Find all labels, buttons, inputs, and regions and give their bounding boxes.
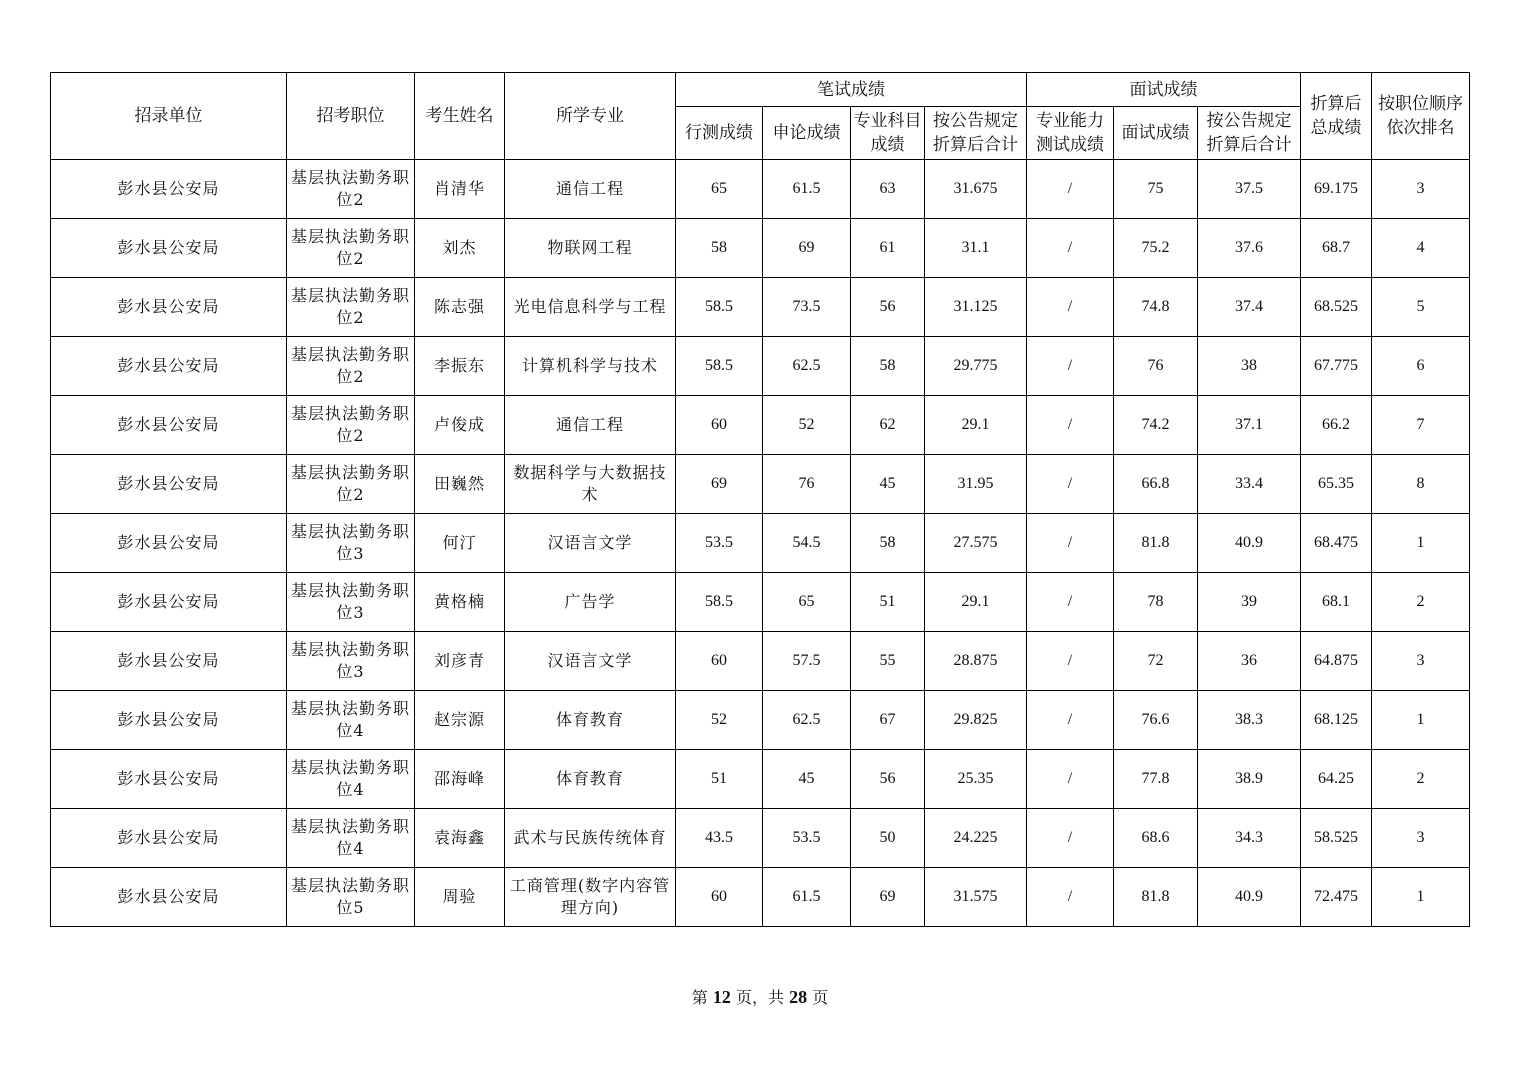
cell-rank: 3 bbox=[1372, 809, 1470, 868]
cell-interview: 76.6 bbox=[1114, 691, 1198, 750]
table-row bbox=[51, 750, 1470, 809]
cell-position: 基层执法勤务职位3 bbox=[287, 632, 415, 691]
cell-written-total: 29.1 bbox=[925, 396, 1027, 455]
cell-final-total: 67.775 bbox=[1301, 337, 1372, 396]
table-row bbox=[51, 868, 1470, 927]
cell-major: 工商管理(数字内容管理方向) bbox=[505, 868, 676, 927]
cell-ability: / bbox=[1027, 691, 1114, 750]
cell-interview: 76 bbox=[1114, 337, 1198, 396]
cell-shenlun: 69 bbox=[763, 219, 851, 278]
cell-ability: / bbox=[1027, 219, 1114, 278]
cell-interview-total: 37.6 bbox=[1198, 219, 1301, 278]
cell-major: 体育教育 bbox=[505, 691, 676, 750]
cell-unit: 彭水县公安局 bbox=[51, 514, 287, 573]
cell-subject: 55 bbox=[851, 632, 925, 691]
score-table bbox=[50, 72, 1470, 927]
cell-final-total: 69.175 bbox=[1301, 160, 1372, 219]
cell-interview-total: 40.9 bbox=[1198, 514, 1301, 573]
cell-name: 邵海峰 bbox=[415, 750, 505, 809]
cell-final-total: 72.475 bbox=[1301, 868, 1372, 927]
cell-major: 汉语言文学 bbox=[505, 514, 676, 573]
header-name: 考生姓名 bbox=[415, 73, 505, 160]
cell-subject: 56 bbox=[851, 750, 925, 809]
table-row bbox=[51, 573, 1470, 632]
cell-rank: 5 bbox=[1372, 278, 1470, 337]
cell-major: 计算机科学与技术 bbox=[505, 337, 676, 396]
cell-shenlun: 76 bbox=[763, 455, 851, 514]
cell-rank: 1 bbox=[1372, 691, 1470, 750]
cell-unit: 彭水县公安局 bbox=[51, 868, 287, 927]
cell-position: 基层执法勤务职位4 bbox=[287, 691, 415, 750]
cell-xingce: 60 bbox=[676, 632, 763, 691]
cell-rank: 3 bbox=[1372, 160, 1470, 219]
cell-interview: 81.8 bbox=[1114, 868, 1198, 927]
cell-shenlun: 52 bbox=[763, 396, 851, 455]
cell-final-total: 64.25 bbox=[1301, 750, 1372, 809]
cell-rank: 3 bbox=[1372, 632, 1470, 691]
cell-shenlun: 62.5 bbox=[763, 337, 851, 396]
cell-shenlun: 61.5 bbox=[763, 868, 851, 927]
cell-final-total: 68.475 bbox=[1301, 514, 1372, 573]
header-written-total: 按公告规定折算后合计 bbox=[925, 107, 1027, 160]
header-position: 招考职位 bbox=[287, 73, 415, 160]
cell-unit: 彭水县公安局 bbox=[51, 396, 287, 455]
cell-major: 汉语言文学 bbox=[505, 632, 676, 691]
cell-position: 基层执法勤务职位2 bbox=[287, 396, 415, 455]
cell-written-total: 27.575 bbox=[925, 514, 1027, 573]
cell-major: 光电信息科学与工程 bbox=[505, 278, 676, 337]
cell-interview: 77.8 bbox=[1114, 750, 1198, 809]
cell-position: 基层执法勤务职位2 bbox=[287, 278, 415, 337]
header-rank: 按职位顺序依次排名 bbox=[1372, 73, 1470, 160]
header-written-group: 笔试成绩 bbox=[676, 73, 1027, 107]
cell-position: 基层执法勤务职位4 bbox=[287, 750, 415, 809]
cell-ability: / bbox=[1027, 455, 1114, 514]
cell-interview-total: 37.5 bbox=[1198, 160, 1301, 219]
cell-unit: 彭水县公安局 bbox=[51, 750, 287, 809]
table-header bbox=[51, 73, 1470, 160]
cell-ability: / bbox=[1027, 278, 1114, 337]
cell-name: 刘杰 bbox=[415, 219, 505, 278]
cell-rank: 7 bbox=[1372, 396, 1470, 455]
cell-xingce: 60 bbox=[676, 868, 763, 927]
cell-rank: 6 bbox=[1372, 337, 1470, 396]
cell-final-total: 68.125 bbox=[1301, 691, 1372, 750]
cell-interview: 74.2 bbox=[1114, 396, 1198, 455]
cell-xingce: 53.5 bbox=[676, 514, 763, 573]
cell-interview-total: 33.4 bbox=[1198, 455, 1301, 514]
header-interview-total: 按公告规定折算后合计 bbox=[1198, 107, 1301, 160]
cell-unit: 彭水县公安局 bbox=[51, 160, 287, 219]
cell-subject: 45 bbox=[851, 455, 925, 514]
cell-name: 袁海鑫 bbox=[415, 809, 505, 868]
cell-ability: / bbox=[1027, 337, 1114, 396]
table-row bbox=[51, 160, 1470, 219]
cell-subject: 67 bbox=[851, 691, 925, 750]
cell-major: 体育教育 bbox=[505, 750, 676, 809]
cell-major: 武术与民族传统体育 bbox=[505, 809, 676, 868]
cell-name: 赵宗源 bbox=[415, 691, 505, 750]
cell-interview-total: 38.3 bbox=[1198, 691, 1301, 750]
cell-final-total: 58.525 bbox=[1301, 809, 1372, 868]
table-row bbox=[51, 337, 1470, 396]
cell-name: 周验 bbox=[415, 868, 505, 927]
cell-shenlun: 62.5 bbox=[763, 691, 851, 750]
cell-position: 基层执法勤务职位3 bbox=[287, 573, 415, 632]
cell-final-total: 64.875 bbox=[1301, 632, 1372, 691]
cell-interview: 81.8 bbox=[1114, 514, 1198, 573]
cell-major: 通信工程 bbox=[505, 396, 676, 455]
cell-interview: 66.8 bbox=[1114, 455, 1198, 514]
cell-shenlun: 61.5 bbox=[763, 160, 851, 219]
footer-suffix: 页 bbox=[812, 988, 829, 1007]
cell-final-total: 68.525 bbox=[1301, 278, 1372, 337]
table-body bbox=[51, 160, 1470, 927]
cell-major: 通信工程 bbox=[505, 160, 676, 219]
cell-subject: 69 bbox=[851, 868, 925, 927]
cell-rank: 2 bbox=[1372, 573, 1470, 632]
header-unit: 招录单位 bbox=[51, 73, 287, 160]
cell-rank: 8 bbox=[1372, 455, 1470, 514]
cell-interview-total: 37.4 bbox=[1198, 278, 1301, 337]
footer-middle: 页，共 bbox=[735, 988, 784, 1007]
table-row bbox=[51, 396, 1470, 455]
cell-name: 刘彦青 bbox=[415, 632, 505, 691]
cell-written-total: 29.775 bbox=[925, 337, 1027, 396]
cell-ability: / bbox=[1027, 632, 1114, 691]
cell-name: 黄格楠 bbox=[415, 573, 505, 632]
table-row bbox=[51, 809, 1470, 868]
cell-interview: 78 bbox=[1114, 573, 1198, 632]
cell-ability: / bbox=[1027, 160, 1114, 219]
cell-position: 基层执法勤务职位3 bbox=[287, 514, 415, 573]
cell-ability: / bbox=[1027, 868, 1114, 927]
cell-xingce: 43.5 bbox=[676, 809, 763, 868]
header-final-total: 折算后总成绩 bbox=[1301, 73, 1372, 160]
cell-position: 基层执法勤务职位2 bbox=[287, 219, 415, 278]
footer-total-pages: 28 bbox=[789, 987, 808, 1007]
cell-shenlun: 45 bbox=[763, 750, 851, 809]
cell-subject: 58 bbox=[851, 514, 925, 573]
cell-shenlun: 65 bbox=[763, 573, 851, 632]
cell-subject: 62 bbox=[851, 396, 925, 455]
cell-final-total: 66.2 bbox=[1301, 396, 1372, 455]
cell-name: 卢俊成 bbox=[415, 396, 505, 455]
table-row bbox=[51, 219, 1470, 278]
cell-ability: / bbox=[1027, 396, 1114, 455]
cell-major: 广告学 bbox=[505, 573, 676, 632]
cell-position: 基层执法勤务职位2 bbox=[287, 337, 415, 396]
table-row bbox=[51, 514, 1470, 573]
cell-unit: 彭水县公安局 bbox=[51, 632, 287, 691]
cell-subject: 61 bbox=[851, 219, 925, 278]
header-subject: 专业科目成绩 bbox=[851, 107, 925, 160]
cell-name: 肖清华 bbox=[415, 160, 505, 219]
cell-interview-total: 38 bbox=[1198, 337, 1301, 396]
cell-unit: 彭水县公安局 bbox=[51, 278, 287, 337]
cell-shenlun: 53.5 bbox=[763, 809, 851, 868]
cell-written-total: 31.575 bbox=[925, 868, 1027, 927]
cell-ability: / bbox=[1027, 750, 1114, 809]
cell-subject: 56 bbox=[851, 278, 925, 337]
header-major: 所学专业 bbox=[505, 73, 676, 160]
header-shenlun: 申论成绩 bbox=[763, 107, 851, 160]
table-row bbox=[51, 691, 1470, 750]
cell-unit: 彭水县公安局 bbox=[51, 691, 287, 750]
cell-shenlun: 73.5 bbox=[763, 278, 851, 337]
cell-xingce: 51 bbox=[676, 750, 763, 809]
cell-subject: 51 bbox=[851, 573, 925, 632]
cell-written-total: 24.225 bbox=[925, 809, 1027, 868]
cell-xingce: 58.5 bbox=[676, 337, 763, 396]
cell-written-total: 31.675 bbox=[925, 160, 1027, 219]
table-row bbox=[51, 278, 1470, 337]
cell-xingce: 58.5 bbox=[676, 573, 763, 632]
cell-rank: 1 bbox=[1372, 868, 1470, 927]
page-footer bbox=[0, 985, 1520, 1008]
cell-final-total: 68.7 bbox=[1301, 219, 1372, 278]
cell-unit: 彭水县公安局 bbox=[51, 809, 287, 868]
cell-xingce: 69 bbox=[676, 455, 763, 514]
cell-unit: 彭水县公安局 bbox=[51, 455, 287, 514]
cell-name: 何汀 bbox=[415, 514, 505, 573]
cell-xingce: 65 bbox=[676, 160, 763, 219]
cell-interview: 74.8 bbox=[1114, 278, 1198, 337]
cell-interview-total: 34.3 bbox=[1198, 809, 1301, 868]
cell-final-total: 68.1 bbox=[1301, 573, 1372, 632]
cell-written-total: 31.1 bbox=[925, 219, 1027, 278]
cell-xingce: 52 bbox=[676, 691, 763, 750]
cell-subject: 63 bbox=[851, 160, 925, 219]
cell-subject: 58 bbox=[851, 337, 925, 396]
cell-name: 陈志强 bbox=[415, 278, 505, 337]
cell-position: 基层执法勤务职位4 bbox=[287, 809, 415, 868]
cell-interview-total: 39 bbox=[1198, 573, 1301, 632]
cell-unit: 彭水县公安局 bbox=[51, 337, 287, 396]
cell-position: 基层执法勤务职位2 bbox=[287, 455, 415, 514]
cell-xingce: 60 bbox=[676, 396, 763, 455]
cell-unit: 彭水县公安局 bbox=[51, 573, 287, 632]
cell-written-total: 29.1 bbox=[925, 573, 1027, 632]
cell-xingce: 58 bbox=[676, 219, 763, 278]
cell-subject: 50 bbox=[851, 809, 925, 868]
cell-interview: 68.6 bbox=[1114, 809, 1198, 868]
cell-interview-total: 38.9 bbox=[1198, 750, 1301, 809]
cell-rank: 1 bbox=[1372, 514, 1470, 573]
cell-interview: 72 bbox=[1114, 632, 1198, 691]
cell-ability: / bbox=[1027, 809, 1114, 868]
header-interview-group: 面试成绩 bbox=[1027, 73, 1301, 107]
cell-written-total: 28.875 bbox=[925, 632, 1027, 691]
table-row bbox=[51, 455, 1470, 514]
cell-interview-total: 36 bbox=[1198, 632, 1301, 691]
cell-xingce: 58.5 bbox=[676, 278, 763, 337]
footer-prefix: 第 bbox=[691, 988, 708, 1007]
cell-position: 基层执法勤务职位5 bbox=[287, 868, 415, 927]
cell-major: 数据科学与大数据技术 bbox=[505, 455, 676, 514]
cell-shenlun: 54.5 bbox=[763, 514, 851, 573]
footer-page-number: 12 bbox=[712, 987, 731, 1007]
cell-rank: 2 bbox=[1372, 750, 1470, 809]
cell-rank: 4 bbox=[1372, 219, 1470, 278]
header-xingce: 行测成绩 bbox=[676, 107, 763, 160]
cell-written-total: 31.125 bbox=[925, 278, 1027, 337]
header-ability: 专业能力测试成绩 bbox=[1027, 107, 1114, 160]
cell-interview: 75.2 bbox=[1114, 219, 1198, 278]
cell-name: 李振东 bbox=[415, 337, 505, 396]
cell-interview-total: 40.9 bbox=[1198, 868, 1301, 927]
cell-major: 物联网工程 bbox=[505, 219, 676, 278]
cell-unit: 彭水县公安局 bbox=[51, 219, 287, 278]
table-row bbox=[51, 632, 1470, 691]
cell-shenlun: 57.5 bbox=[763, 632, 851, 691]
cell-final-total: 65.35 bbox=[1301, 455, 1372, 514]
cell-interview-total: 37.1 bbox=[1198, 396, 1301, 455]
cell-interview: 75 bbox=[1114, 160, 1198, 219]
cell-ability: / bbox=[1027, 514, 1114, 573]
header-interview: 面试成绩 bbox=[1114, 107, 1198, 160]
cell-written-total: 29.825 bbox=[925, 691, 1027, 750]
cell-name: 田巍然 bbox=[415, 455, 505, 514]
cell-written-total: 31.95 bbox=[925, 455, 1027, 514]
cell-position: 基层执法勤务职位2 bbox=[287, 160, 415, 219]
cell-written-total: 25.35 bbox=[925, 750, 1027, 809]
cell-ability: / bbox=[1027, 573, 1114, 632]
